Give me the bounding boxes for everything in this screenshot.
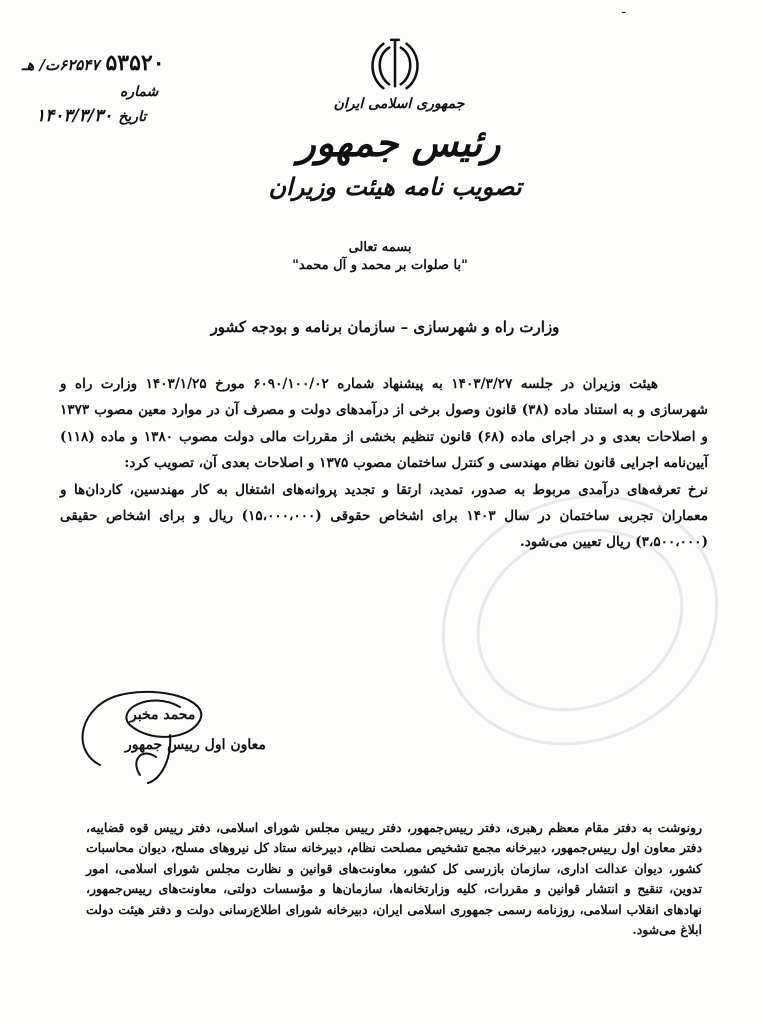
president-title: رئیس جمهور (297, 120, 501, 165)
decree-paragraph-2: نرخ تعرفه‌های درآمدی مربوط به صدور، تمدید، ارتقا و تجدید پروانه‌های اشتغال به کار مهندسین، کاردان‌ها و معماران تجربی ساختمان در سال ۱۴۰۳ برای اشخاص حقوقی (۱۵،۰۰۰،۰۰۰) ریال و برای اشخاص حقیقی (۳،۵۰۰،۰۰۰) ریال تعیین می‌شود. (60, 481, 708, 551)
decree-body (60, 371, 708, 556)
date-label: تاریخ (118, 109, 147, 125)
corner-mark: ـ (622, 2, 626, 16)
invocation-line-1: بسمه تعالی (348, 240, 412, 255)
copies-text: رونوشت به دفتر مقام معظم رهبری، دفتر رییس‌جمهور، دفتر رییس مجلس شورای اسلامی، دفتر رییس قوه قضاییه، دفتر معاون اول رییس‌جمهور، دبیرخانه مجمع تشخیص مصلحت نظام، دبیرخانه ستاد کل نیروهای مسلح، دیوان محاسبات کشور، دیوان عدالت اداری، سازمان بازرسی کل کشور، معاونت‌های قوانین و نظارت مجلس شورای اسلامی، امور تدوین، تنقیح و انتشار قوانین و مقررات، کلیه وزارتخانه‌ها، سازمان‌ها و مؤسسات دولتی، معاونت‌های رییس‌جمهور، نهادهای انقلاب اسلامی، روزنامه رسمی جمهوری اسلامی ایران، دبیرخانه شورای اطلاع‌رسانی دولت و دفتر هیئت دولت ابلاغ می‌شود. (86, 820, 702, 938)
handwritten-signature (60, 665, 290, 795)
number-label: شماره (120, 84, 159, 100)
serial-row (22, 50, 165, 76)
reference-number: ۶۲۵۴۷ت/ هـ (22, 56, 100, 74)
addressee: وزارت راه و شهرسازی – سازمان برنامه و بودجه کشور (210, 318, 560, 336)
invocation-line-2: "با صلوات بر محمد و آل محمد" (292, 258, 468, 273)
iran-emblem-icon (366, 36, 424, 94)
serial-number: ۵۳۵۲۰ (105, 50, 165, 76)
republic-title: جمهوری اسلامی ایران (333, 96, 465, 112)
date-value: ۱۴۰۳/۳/۳۰ (36, 106, 113, 126)
approval-title: تصویب نامه هیئت وزیران (268, 172, 522, 201)
signatory-title: معاون اول رییس جمهور (125, 737, 266, 753)
decree-paragraph-1: هیئت وزیران در جلسه ۱۴۰۳/۳/۲۷ به پیشنهاد شماره ۶۰۹۰/۱۰۰/۰۲ مورخ ۱۴۰۳/۱/۲۵ وزارت راه و شهرسازی و به استناد ماده (۳۸) قانون وصول برخی از درآمدهای دولت و مصرف آن در موارد معین مصوب ۱۳۷۳ و اصلاحات بعدی و در اجرای ماده (۶۸) قانون تنظیم بخشی از مقررات مالی دولت مصوب ۱۳۸۰ و ماده (۱۱۸) آیین‌نامه اجرایی قانون نظام مهندسی و کنترل ساختمان مصوب ۱۳۷۵ و اصلاحات بعدی آن، تصویب کرد: (60, 376, 708, 472)
copies-distribution (86, 818, 702, 940)
signatory-name: محمد مخبر (130, 707, 196, 723)
